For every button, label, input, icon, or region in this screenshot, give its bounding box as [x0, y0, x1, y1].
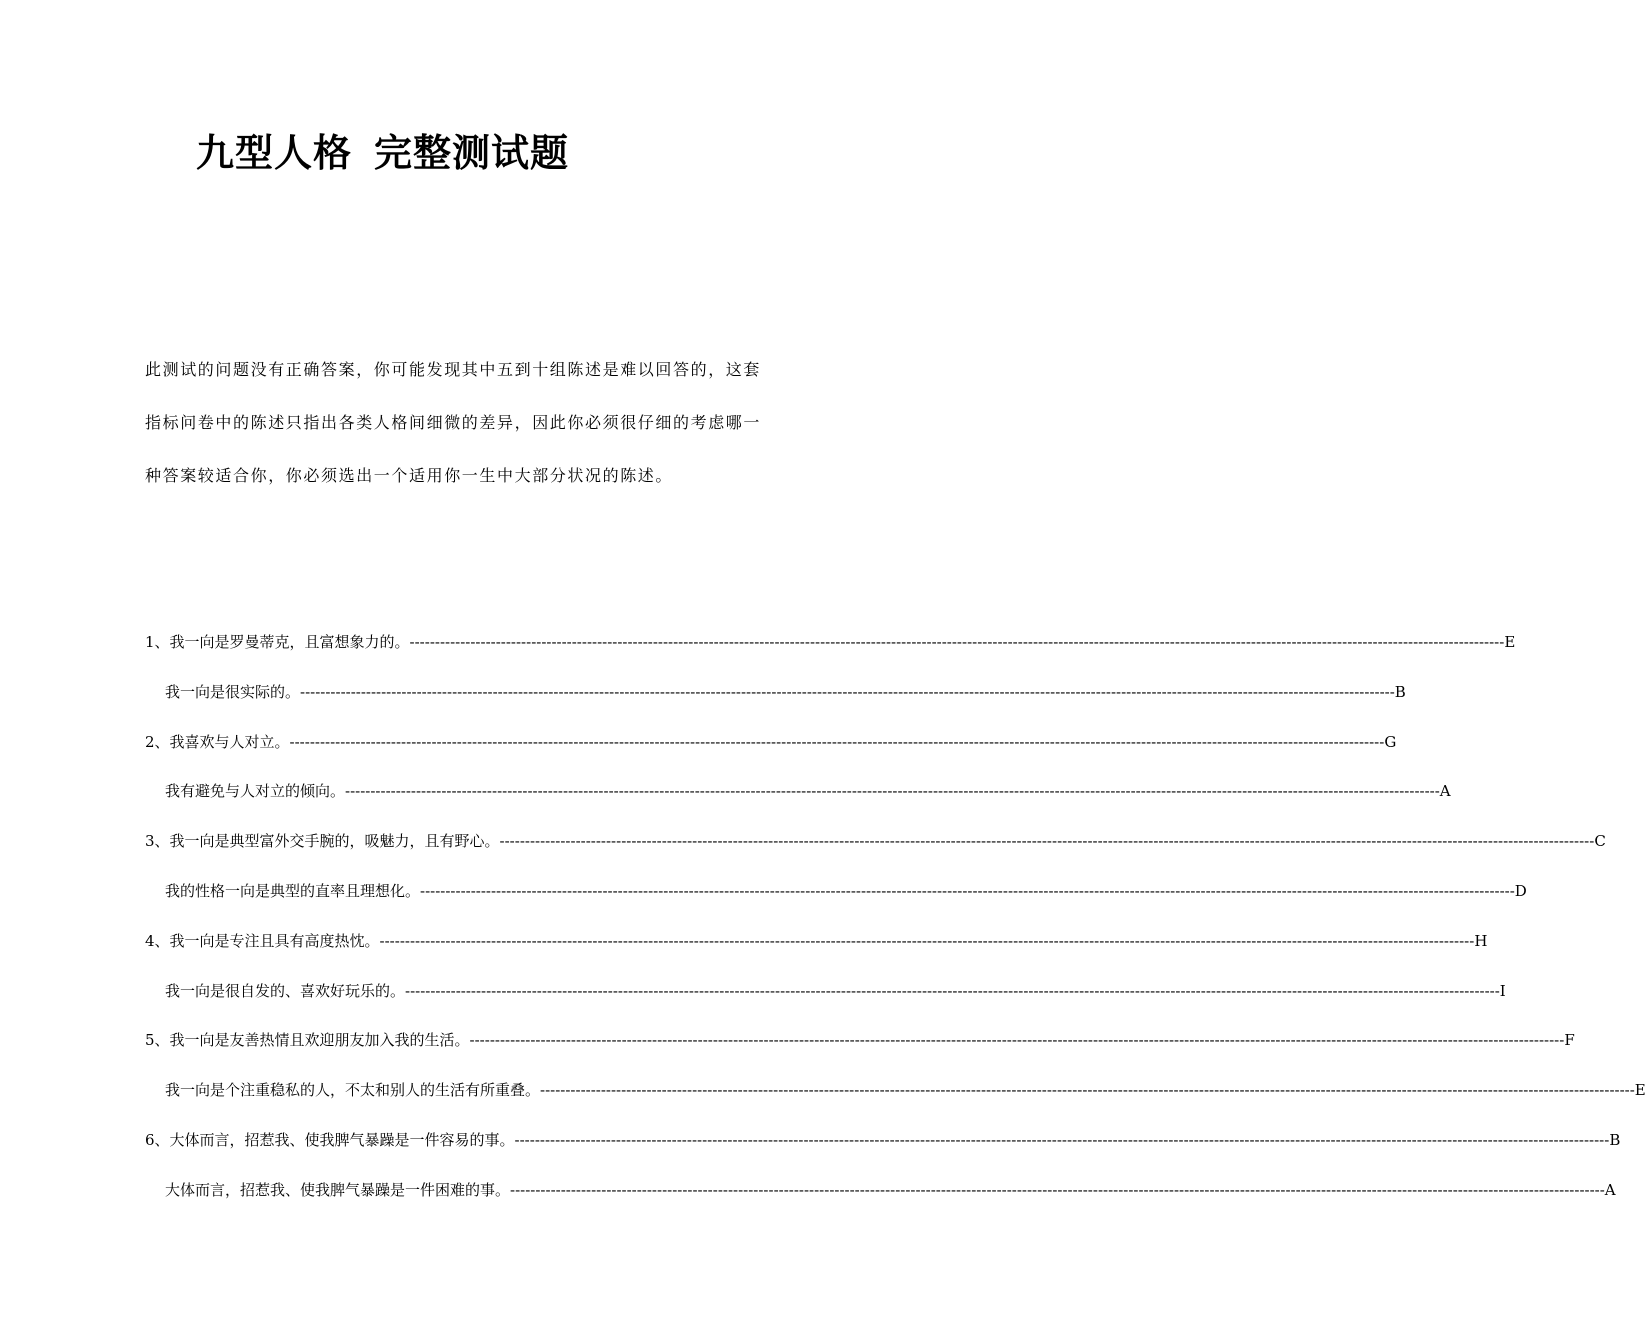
question-list [145, 628, 1646, 1226]
dash-leader: ------------------------------------------------------------------------------------------------------------------------------------------------------------------------------------------------------------------------ [514, 1130, 1610, 1149]
statement-text: 3、我一向是典型富外交手腕的，吸魅力，且有野心。 [145, 832, 500, 851]
statement-text: 1、我一向是罗曼蒂克，且富想象力的。 [145, 633, 410, 651]
question-statement [145, 678, 1406, 728]
dash-leader: ------------------------------------------------------------------------------------------------------------------------------------------------------------------------------------------------------------------------ [540, 1081, 1635, 1100]
dash-leader: ------------------------------------------------------------------------------------------------------------------------------------------------------------------------------------------------------------------------ [510, 1180, 1605, 1199]
statement-answer-letter: G [1384, 732, 1397, 751]
statement-answer-letter: I [1499, 981, 1506, 1000]
statement-text: 我一向是个注重稳私的人，不太和别人的生活有所重叠。 [165, 1081, 541, 1100]
document-title [196, 122, 569, 177]
dash-leader: ------------------------------------------------------------------------------------------------------------------------------------------------------------------------------------------------------------------------ [405, 981, 1500, 1000]
statement-text: 我一向是很自发的、喜欢好玩乐的。 [165, 981, 406, 1000]
question-statement [145, 728, 1397, 778]
dash-leader: ------------------------------------------------------------------------------------------------------------------------------------------------------------------------------------------------------------------------ [499, 832, 1595, 851]
title-part-1: 九型人格 [196, 131, 353, 175]
statement-answer-letter: D [1514, 881, 1527, 900]
statement-text: 2、我喜欢与人对立。 [145, 732, 290, 751]
question-statement [145, 927, 1488, 977]
statement-text: 我有避免与人对立的倾向。 [165, 782, 346, 801]
intro-line: 此测试的问题没有正确答案，你可能发现其中五到十组陈述是难以回答的，这套 [145, 360, 762, 379]
statement-text: 6、大体而言，招惹我、使我脾气暴躁是一件容易的事。 [145, 1130, 515, 1149]
title-part-2: 完整测试题 [374, 131, 570, 175]
question-statement [145, 1126, 1621, 1176]
dash-leader: ------------------------------------------------------------------------------------------------------------------------------------------------------------------------------------------------------------------------ [420, 881, 1515, 900]
question-statement [145, 1176, 1616, 1226]
question-statement [145, 827, 1606, 877]
question-statement [145, 877, 1527, 927]
question-statement [145, 1026, 1575, 1076]
intro-line: 种答案较适合你，你必须选出一个适用你一生中大部分状况的陈述。 [145, 466, 674, 485]
statement-text: 我的性格一向是典型的直率且理想化。 [165, 881, 421, 900]
statement-text: 我一向是很实际的。 [165, 682, 301, 701]
statement-answer-letter: F [1564, 1031, 1575, 1050]
statement-answer-letter: A [1439, 782, 1451, 801]
statement-answer-letter: H [1474, 931, 1488, 950]
question-statement [145, 628, 1516, 678]
question-statement [145, 777, 1451, 827]
intro-paragraph [145, 343, 810, 502]
statement-answer-letter: E [1504, 633, 1516, 651]
question-statement [145, 1076, 1646, 1126]
dash-leader: ------------------------------------------------------------------------------------------------------------------------------------------------------------------------------------------------------------------------ [469, 1031, 1565, 1050]
statement-answer-letter: E [1634, 1081, 1646, 1100]
dash-leader: ------------------------------------------------------------------------------------------------------------------------------------------------------------------------------------------------------------------------ [289, 732, 1385, 751]
dash-leader: ------------------------------------------------------------------------------------------------------------------------------------------------------------------------------------------------------------------------ [379, 931, 1475, 950]
dash-leader: ------------------------------------------------------------------------------------------------------------------------------------------------------------------------------------------------------------------------ [300, 682, 1395, 701]
statement-text: 5、我一向是友善热情且欢迎朋友加入我的生活。 [145, 1031, 470, 1050]
statement-text: 4、我一向是专注且具有高度热忱。 [145, 931, 380, 950]
statement-answer-letter: B [1609, 1130, 1621, 1149]
question-statement [145, 977, 1506, 1027]
intro-line: 指标问卷中的陈述只指出各类人格间细微的差异，因此你必须很仔细的考虑哪一 [145, 413, 762, 432]
statement-answer-letter: B [1394, 682, 1406, 701]
statement-text: 大体而言，招惹我、使我脾气暴躁是一件困难的事。 [165, 1180, 511, 1199]
dash-leader: ------------------------------------------------------------------------------------------------------------------------------------------------------------------------------------------------------------------------ [409, 633, 1505, 651]
statement-answer-letter: A [1604, 1180, 1616, 1199]
dash-leader: ------------------------------------------------------------------------------------------------------------------------------------------------------------------------------------------------------------------------ [345, 782, 1440, 801]
statement-answer-letter: C [1594, 832, 1606, 851]
